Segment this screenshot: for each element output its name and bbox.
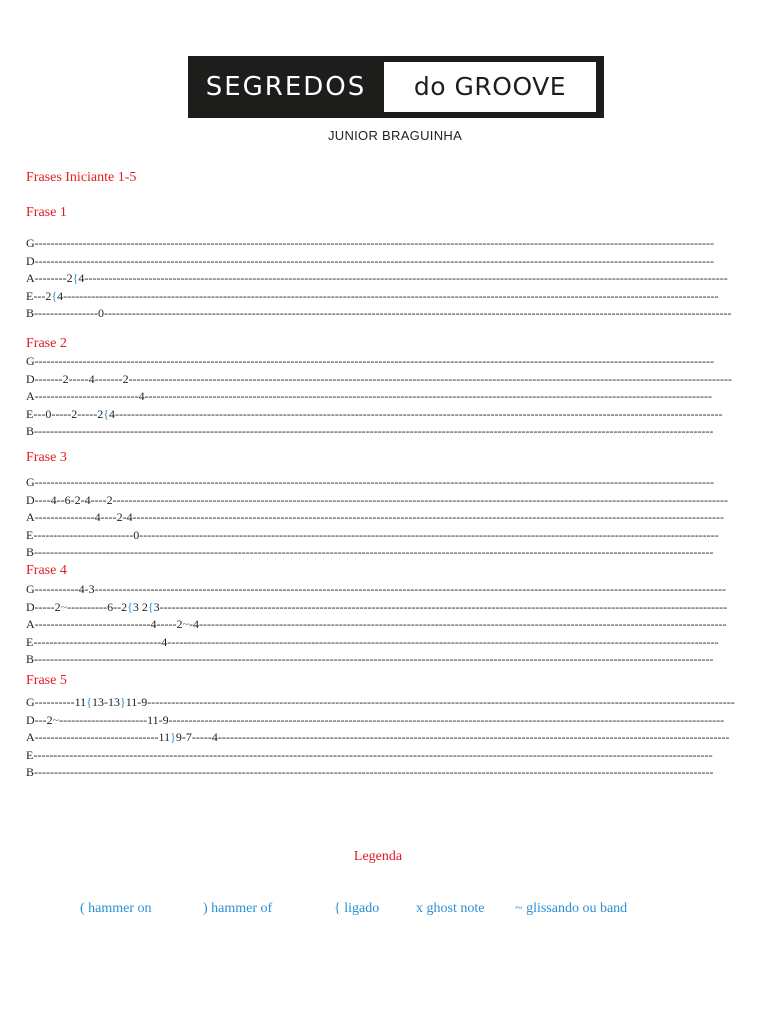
technique-symbol: { — [103, 406, 110, 421]
frase-3-tab — [26, 474, 756, 562]
logo-do-groove: do GROOVE — [384, 62, 596, 112]
legend-ghost-note: x ghost note — [416, 901, 485, 916]
technique-symbol: { — [51, 288, 58, 303]
tab-line: G-------------------------------------------------------------------------------------------------------------------------------------------------------------------------- — [26, 236, 715, 250]
technique-symbol: { — [72, 271, 79, 285]
technique-symbol: ~ — [182, 617, 190, 631]
page-title: Frases Iniciante 1-5 — [26, 170, 137, 185]
tab-line: B-------------------------------------------------------------------------------------------------------------------------------------------------------------------------- — [26, 545, 714, 559]
technique-symbol: { — [127, 599, 133, 614]
tab-line: E--------------------------------4------------------------------------------------------------------------------------------------------------------------------------------ — [26, 634, 719, 649]
tab-line: D-------2-----4-------2------------------------------------------------------------------------------------------------------------------------------------------------------- — [26, 371, 733, 386]
technique-symbol: } — [170, 730, 176, 744]
frase-2-tab — [26, 353, 756, 441]
tab-line: B-------------------------------------------------------------------------------------------------------------------------------------------------------------------------- — [26, 765, 714, 779]
legend-ligado: { ligado — [334, 901, 380, 916]
tab-line: G-----------4-3-------------------------------------------------------------------------------------------------------------------------------------------------------------- — [26, 582, 727, 596]
tab-line: A---------------4----2-4---------------------------------------------------------------------------------------------------------------------------------------------------- — [26, 510, 725, 524]
technique-symbol: { — [86, 695, 92, 709]
legend-hammer-of: ) hammer of — [203, 901, 273, 916]
technique-symbol: ~ — [60, 599, 68, 614]
frase-3-title: Frase 3 — [26, 450, 67, 465]
frase-5-title: Frase 5 — [26, 673, 67, 688]
frase-2-title: Frase 2 — [26, 336, 67, 351]
legend-glissando: ~ glissando ou band — [515, 901, 628, 916]
author-name: JUNIOR BRAGUINHA — [327, 128, 463, 143]
tab-line: A--------2{4----------------------------------------------------------------------------------------------------------------------------------------------------------------- — [26, 271, 728, 285]
technique-symbol: } — [119, 695, 126, 709]
tab-line: D----4--6-2-4----2---------------------------------------------------------------------------------------------------------------------------------------------------------- — [26, 492, 729, 507]
frase-4-tab — [26, 581, 756, 669]
tab-line: E-------------------------0------------------------------------------------------------------------------------------------------------------------------------------------- — [26, 527, 719, 542]
tab-line: G----------11{13-13}11-9--------------------------------------------------------------------------------------------------------------------------------------------------- — [26, 695, 735, 709]
technique-symbol: { — [147, 599, 154, 614]
tab-line: B----------------0------------------------------------------------------------------------------------------------------------------------------------------------------------- — [26, 306, 732, 320]
legend-title: Legenda — [353, 849, 403, 864]
tab-line: E---2{4-------------------------------------------------------------------------------------------------------------------------------------------------------------------- — [26, 288, 719, 303]
logo-segredos: SEGREDOS — [205, 72, 367, 102]
tab-line: D-------------------------------------------------------------------------------------------------------------------------------------------------------------------------- — [26, 253, 715, 268]
tab-line: E-------------------------------------------------------------------------------------------------------------------------------------------------------------------------- — [26, 747, 713, 762]
tab-line: E---0-----2-----2{4-------------------------------------------------------------------------------------------------------------------------------------------------------- — [26, 406, 723, 421]
legend — [0, 901, 768, 921]
frase-5-tab — [26, 694, 756, 782]
tab-line: A-------------------------------11}9-7-----4-------------------------------------------------------------------------------------------------------------------------------- — [26, 730, 730, 744]
technique-symbol: ~ — [52, 712, 60, 727]
frase-4-title: Frase 4 — [26, 563, 67, 578]
logo — [188, 56, 604, 118]
frase-1-tab — [26, 235, 756, 323]
tab-line: D-----2~----------6--2{3 2{3---------------------------------------------------------------------------------------------------------------------------------------------- — [26, 599, 728, 614]
tab-line: G-------------------------------------------------------------------------------------------------------------------------------------------------------------------------- — [26, 475, 715, 489]
frase-1-title: Frase 1 — [26, 205, 67, 220]
tab-line: A--------------------------4---------------------------------------------------------------------------------------------------------------------------------------------- — [26, 389, 713, 403]
tab-line: B-------------------------------------------------------------------------------------------------------------------------------------------------------------------------- — [26, 652, 714, 666]
tab-line: D---2~----------------------11-9------------------------------------------------------------------------------------------------------------------------------------------- — [26, 712, 725, 727]
legend-hammer-on: ( hammer on — [80, 901, 152, 916]
tab-line: B-------------------------------------------------------------------------------------------------------------------------------------------------------------------------- — [26, 424, 714, 438]
tab-line: G-------------------------------------------------------------------------------------------------------------------------------------------------------------------------- — [26, 354, 715, 368]
tab-line: A-----------------------------4-----2~-4------------------------------------------------------------------------------------------------------------------------------------ — [26, 617, 727, 631]
